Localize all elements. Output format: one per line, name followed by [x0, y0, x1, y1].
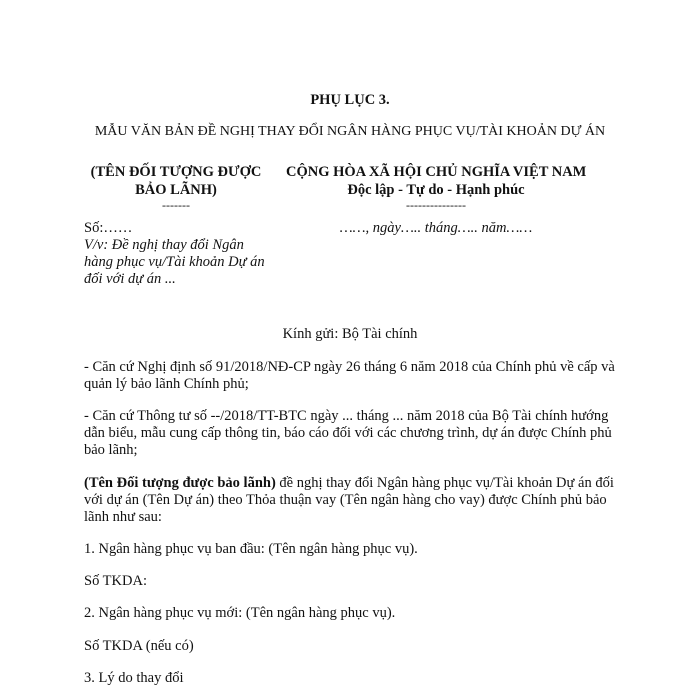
- appendix-title: PHỤ LỤC 3.: [310, 92, 390, 108]
- basis2-line3: bảo lãnh;: [84, 442, 138, 458]
- subject-line1: V/v: Đề nghị thay đổi Ngân: [84, 237, 244, 253]
- subject-line2: hàng phục vụ/Tài khoản Dự án: [84, 254, 265, 270]
- basis1-line1: - Căn cứ Nghị định số 91/2018/NĐ-CP ngày 26 tháng 6 năm 2018 của Chính phủ về cấp và: [84, 359, 615, 375]
- request-line1-rest: đề nghị thay đổi Ngân hàng phục vụ/Tài khoản Dự án đối: [275, 475, 614, 491]
- basis2-line2: dẫn biểu, mẫu cung cấp thông tin, báo cáo đối với các chương trình, dự án được Chính phủ: [84, 425, 612, 441]
- request-line3: lãnh như sau:: [84, 509, 162, 525]
- left-header-rule: -------: [162, 198, 190, 212]
- request-line2: với dự án (Tên Dự án) theo Thỏa thuận vay (Tên ngân hàng cho vay) được Chính phủ bảo: [84, 492, 607, 508]
- sponsor-name-line2: BẢO LÃNH): [135, 182, 217, 198]
- sponsor-placeholder: (Tên Đối tượng được bảo lãnh): [84, 475, 276, 491]
- new-account-number: Số TKDA (nếu có): [84, 638, 194, 654]
- basis1-line2: quản lý bảo lãnh Chính phủ;: [84, 376, 249, 392]
- basis2-line1: - Căn cứ Thông tư số --/2018/TT-BTC ngày ... tháng ... năm 2018 của Bộ Tài chính hướng: [84, 408, 609, 424]
- subject-line3: đối với dự án ...: [84, 271, 176, 287]
- national-motto: Độc lập - Tự do - Hạnh phúc: [347, 182, 525, 198]
- recipient: Kính gửi: Bộ Tài chính: [282, 326, 418, 342]
- form-title: MẪU VĂN BẢN ĐỀ NGHỊ THAY ĐỔI NGÂN HÀNG PHỤC VỤ/TÀI KHOẢN DỰ ÁN: [94, 124, 606, 139]
- request-line1: [84, 475, 614, 492]
- original-account-number: Số TKDA:: [84, 573, 147, 589]
- nation-title: CỘNG HÒA XÃ HỘI CHỦ NGHĨA VIỆT NAM: [286, 164, 587, 180]
- sponsor-name-line1: (TÊN ĐỐI TƯỢNG ĐƯỢC: [90, 164, 262, 180]
- item-original-bank: 1. Ngân hàng phục vụ ban đầu: (Tên ngân hàng phục vụ).: [84, 541, 418, 557]
- document-number: Số:……: [84, 220, 133, 236]
- document-date: ……, ngày….. tháng….. năm……: [339, 220, 533, 236]
- item-change-reason: 3. Lý do thay đổi: [84, 670, 184, 686]
- item-new-bank: 2. Ngân hàng phục vụ mới: (Tên ngân hàng phục vụ).: [84, 605, 396, 621]
- right-header-rule: ---------------: [406, 198, 466, 212]
